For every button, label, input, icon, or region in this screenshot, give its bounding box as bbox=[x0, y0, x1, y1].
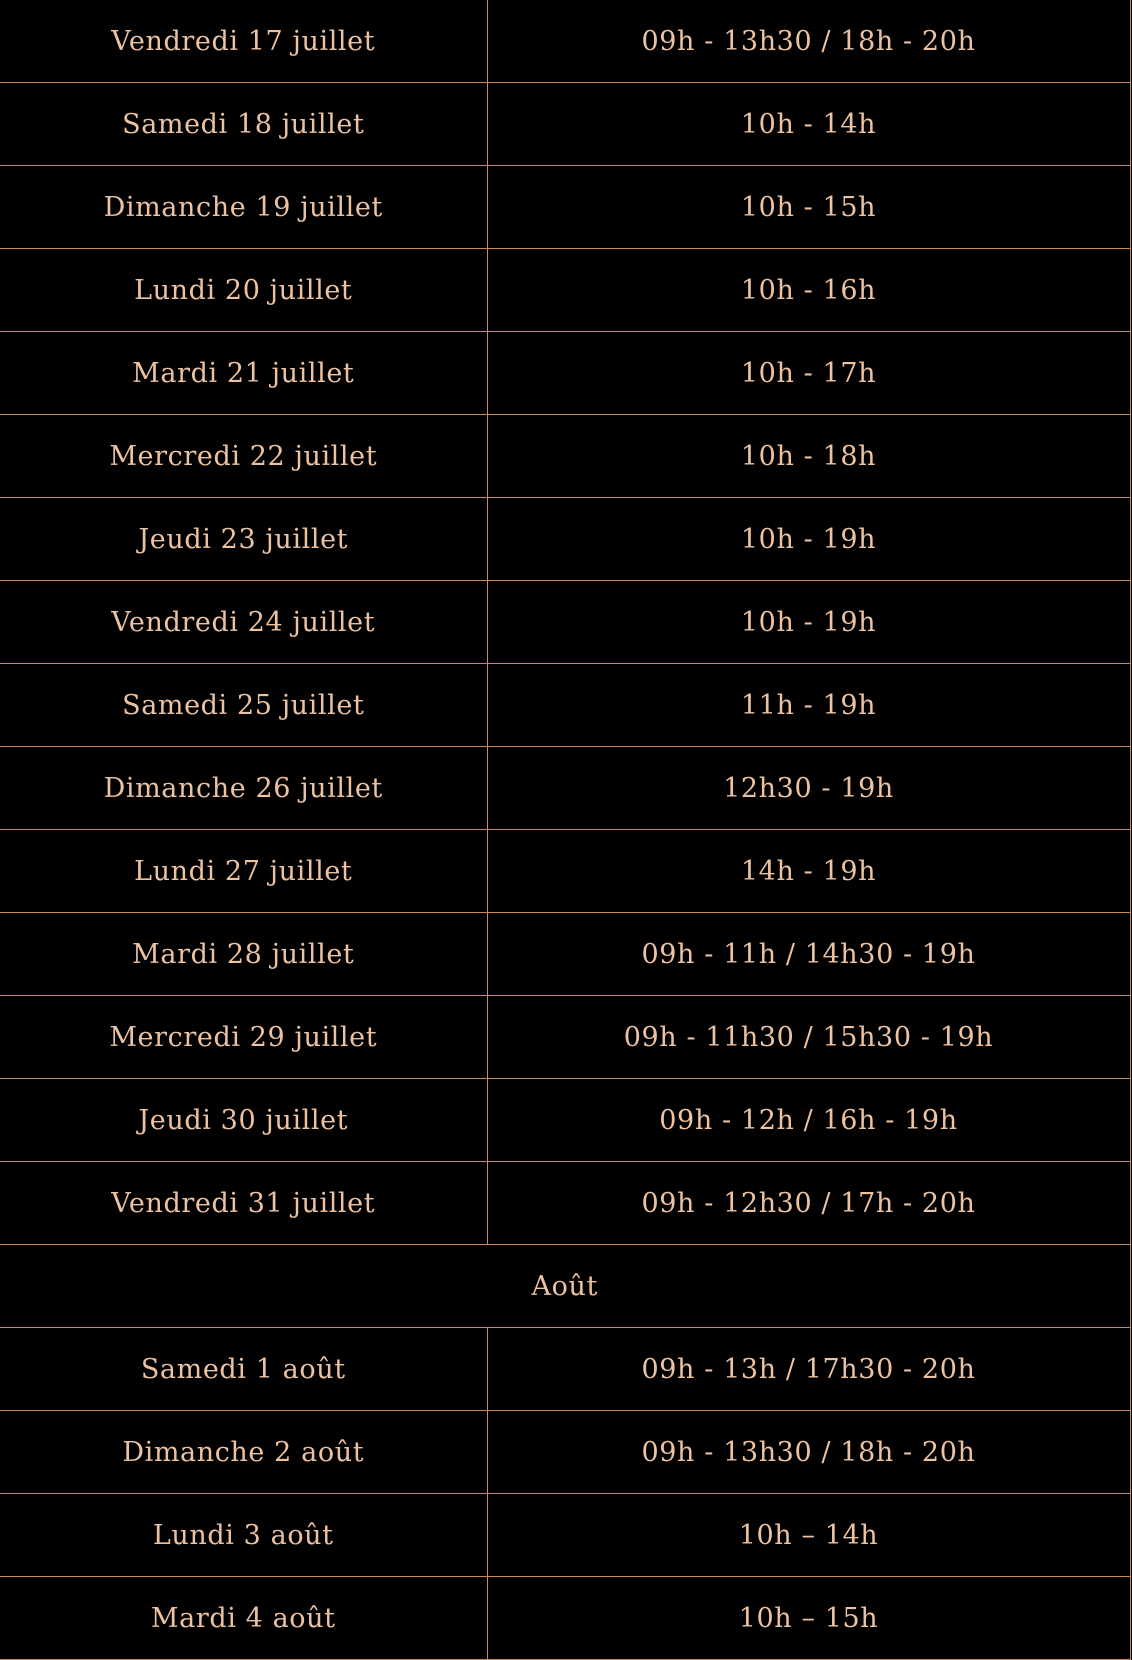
table-row bbox=[0, 1079, 1130, 1162]
table-row bbox=[0, 1494, 1130, 1577]
table-row bbox=[0, 1328, 1130, 1411]
hours-cell: 09h - 13h30 / 18h - 20h bbox=[487, 1411, 1130, 1494]
day-cell: Lundi 3 août bbox=[0, 1494, 487, 1577]
hours-cell: 09h - 13h30 / 18h - 20h bbox=[487, 0, 1130, 83]
day-cell: Dimanche 2 août bbox=[0, 1411, 487, 1494]
table-row bbox=[0, 996, 1130, 1079]
hours-cell: 10h - 19h bbox=[487, 581, 1130, 664]
hours-cell: 10h - 18h bbox=[487, 415, 1130, 498]
hours-cell: 14h - 19h bbox=[487, 830, 1130, 913]
day-cell: Lundi 20 juillet bbox=[0, 249, 487, 332]
hours-cell: 10h – 14h bbox=[487, 1494, 1130, 1577]
day-cell: Vendredi 17 juillet bbox=[0, 0, 487, 83]
table-row bbox=[0, 1577, 1130, 1660]
day-cell: Vendredi 24 juillet bbox=[0, 581, 487, 664]
hours-cell: 09h - 13h / 17h30 - 20h bbox=[487, 1328, 1130, 1411]
day-cell: Dimanche 19 juillet bbox=[0, 166, 487, 249]
table-row bbox=[0, 1162, 1130, 1245]
day-cell: Samedi 25 juillet bbox=[0, 664, 487, 747]
month-header-row bbox=[0, 1245, 1130, 1328]
day-cell: Vendredi 31 juillet bbox=[0, 1162, 487, 1245]
day-cell: Lundi 27 juillet bbox=[0, 830, 487, 913]
hours-cell: 09h - 11h30 / 15h30 - 19h bbox=[487, 996, 1130, 1079]
day-cell: Jeudi 30 juillet bbox=[0, 1079, 487, 1162]
table-row bbox=[0, 913, 1130, 996]
hours-cell: 09h - 12h30 / 17h - 20h bbox=[487, 1162, 1130, 1245]
table-row bbox=[0, 249, 1130, 332]
hours-cell: 09h - 12h / 16h - 19h bbox=[487, 1079, 1130, 1162]
day-cell: Mardi 4 août bbox=[0, 1577, 487, 1660]
hours-cell: 10h – 15h bbox=[487, 1577, 1130, 1660]
table-row bbox=[0, 415, 1130, 498]
hours-cell: 10h - 16h bbox=[487, 249, 1130, 332]
table-row bbox=[0, 664, 1130, 747]
hours-cell: 09h - 11h / 14h30 - 19h bbox=[487, 913, 1130, 996]
table-row bbox=[0, 830, 1130, 913]
table-row bbox=[0, 747, 1130, 830]
table-row bbox=[0, 0, 1130, 83]
hours-cell: 10h - 15h bbox=[487, 166, 1130, 249]
day-cell: Dimanche 26 juillet bbox=[0, 747, 487, 830]
hours-cell: 10h - 19h bbox=[487, 498, 1130, 581]
table-row bbox=[0, 498, 1130, 581]
day-cell: Mardi 21 juillet bbox=[0, 332, 487, 415]
day-cell: Samedi 1 août bbox=[0, 1328, 487, 1411]
table-row bbox=[0, 332, 1130, 415]
table-row bbox=[0, 581, 1130, 664]
day-cell: Mercredi 22 juillet bbox=[0, 415, 487, 498]
hours-cell: 12h30 - 19h bbox=[487, 747, 1130, 830]
hours-cell: 10h - 14h bbox=[487, 83, 1130, 166]
table-row bbox=[0, 83, 1130, 166]
day-cell: Samedi 18 juillet bbox=[0, 83, 487, 166]
day-cell: Jeudi 23 juillet bbox=[0, 498, 487, 581]
hours-cell: 10h - 17h bbox=[487, 332, 1130, 415]
day-cell: Mercredi 29 juillet bbox=[0, 996, 487, 1079]
table-row bbox=[0, 1411, 1130, 1494]
hours-cell: 11h - 19h bbox=[487, 664, 1130, 747]
day-cell: Mardi 28 juillet bbox=[0, 913, 487, 996]
month-header: Août bbox=[0, 1245, 1130, 1328]
table-row bbox=[0, 166, 1130, 249]
